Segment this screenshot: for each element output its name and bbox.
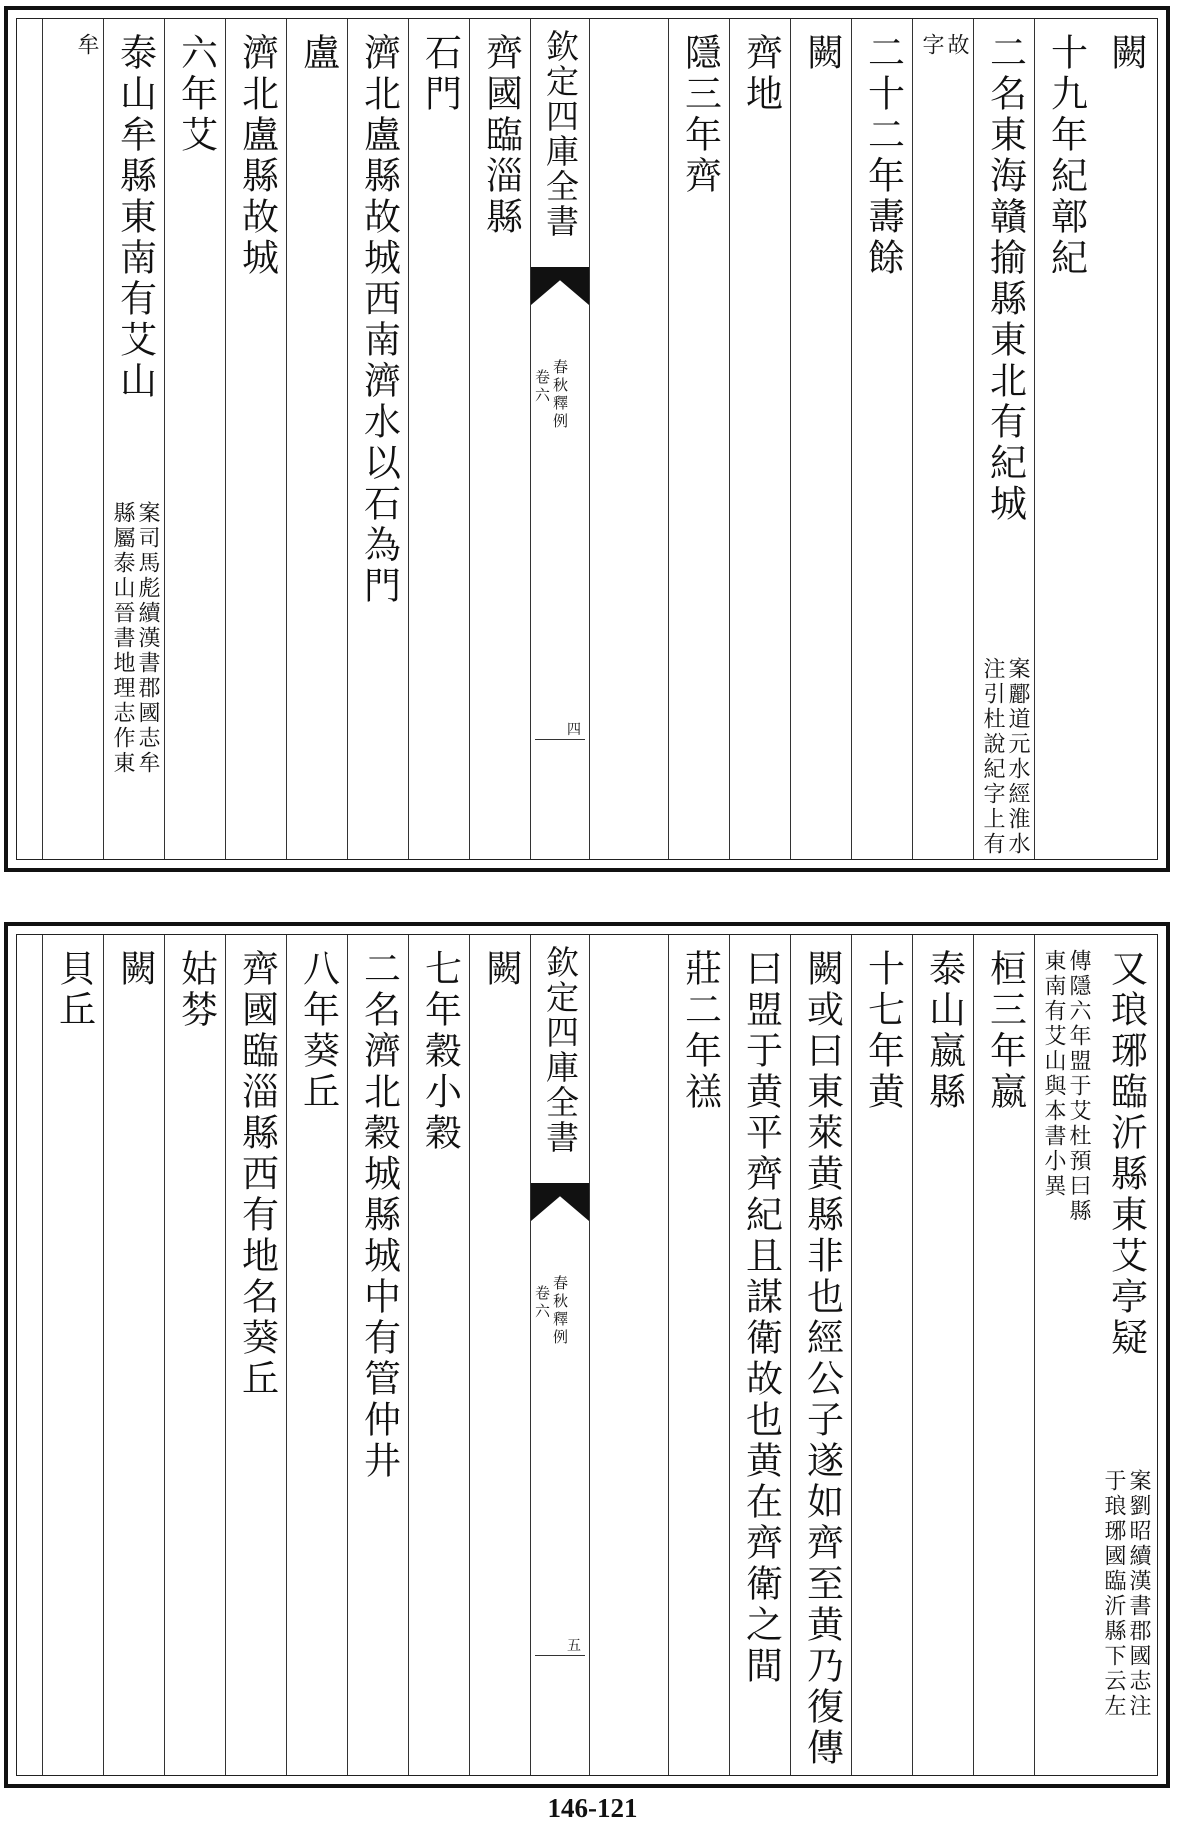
column-main-text: 齊國臨淄縣西有地名葵丘: [235, 949, 279, 1400]
folio-number: 五: [567, 1638, 581, 1654]
center-fold: [530, 935, 590, 1775]
text-column: [1095, 935, 1156, 1775]
text-column: [729, 19, 791, 859]
column-main-text: 闕: [113, 949, 157, 990]
text-column: [225, 935, 287, 1775]
fishtail-mark: [531, 1183, 589, 1221]
annotation-left: 縣屬泰山晉書地理志作東: [110, 501, 135, 776]
text-column: [973, 935, 1035, 1775]
book-series-title: 欽定四庫全書: [541, 29, 580, 239]
annotation-left: 字: [919, 33, 944, 58]
text-column: [408, 19, 470, 859]
annotation-right: 牟: [74, 33, 99, 58]
annotation-right: 故: [944, 33, 969, 58]
column-main-text: 泰山嬴縣: [922, 949, 966, 1113]
text-column: [851, 935, 913, 1775]
column-main-text: 齊國臨淄縣: [479, 33, 523, 238]
book-title: 春秋釋例: [551, 359, 569, 431]
column-main-text: 八年葵丘: [296, 949, 340, 1113]
volume-label: 卷六: [533, 369, 551, 405]
column-main-text: 曰盟于黄平齊紀且謀衛故也黄在齊衛之間: [739, 949, 783, 1687]
annotation-left: 于琅琊國臨沂縣下云左: [1101, 1469, 1126, 1719]
text-column: [164, 19, 226, 859]
column-main-text: 濟北盧縣故城: [235, 33, 279, 279]
page-frame: [16, 934, 1158, 1776]
book-series-title: 欽定四庫全書: [541, 945, 580, 1155]
text-column: [912, 19, 974, 859]
book-title: 春秋釋例: [551, 1275, 569, 1347]
text-column: [729, 935, 791, 1775]
volume-label: 卷六: [533, 1285, 551, 1321]
column-main-text: 石門: [418, 33, 462, 115]
text-column: [225, 19, 287, 859]
text-column: [790, 19, 852, 859]
text-column: [1095, 19, 1156, 859]
folio-rule: [535, 1655, 585, 1656]
text-column: [912, 935, 974, 1775]
text-column: [103, 19, 165, 859]
upper-page: [4, 6, 1170, 872]
text-column: [973, 19, 1035, 859]
page-frame: [16, 18, 1158, 860]
column-main-text: 闕: [1104, 33, 1148, 74]
text-column: [1034, 935, 1096, 1775]
fishtail-mark: [531, 267, 589, 305]
column-main-text: 十九年紀鄣紀: [1044, 33, 1088, 279]
column-main-text: 濟北盧縣故城西南濟水以石為門: [357, 33, 401, 607]
text-column: [164, 935, 226, 1775]
text-column: [408, 935, 470, 1775]
annotation-right: 案劉昭續漢書郡國志注: [1126, 1469, 1151, 1719]
column-main-text: 二十二年夀餘: [861, 33, 905, 279]
column-main-text: 齊地: [739, 33, 783, 115]
lower-page: [4, 922, 1170, 1788]
column-main-text: 盧: [296, 33, 340, 74]
column-main-text: 貝丘: [52, 949, 96, 1031]
column-main-text: 桓三年嬴: [983, 949, 1027, 1113]
text-column: [790, 935, 852, 1775]
column-main-text: 泰山牟縣東南有艾山: [113, 33, 157, 402]
folio-rule: [535, 739, 585, 740]
column-main-text: 二名濟北穀城縣城中有管仲井: [357, 949, 401, 1482]
text-column: [347, 935, 409, 1775]
text-column: [286, 935, 348, 1775]
column-main-text: 二名東海贛揄縣東北有紀城: [983, 33, 1027, 525]
column-main-text: 十七年黄: [861, 949, 905, 1113]
text-column: [42, 19, 104, 859]
annotation-left: 注引杜說紀字上有: [980, 657, 1005, 857]
text-column: [469, 935, 531, 1775]
column-main-text: 七年穀小穀: [418, 949, 462, 1154]
column-main-text: 隱三年齊: [678, 33, 722, 197]
text-column: [42, 935, 104, 1775]
text-column: [469, 19, 531, 859]
text-column: [286, 19, 348, 859]
text-column: [1034, 19, 1096, 859]
text-column: [668, 935, 730, 1775]
annotation-right: 案司馬彪續漢書郡國志牟: [135, 501, 160, 776]
column-main-text: 姑棼: [174, 949, 218, 1031]
annotation-right: 案酈道元水經淮水: [1005, 657, 1030, 857]
text-column: [851, 19, 913, 859]
column-main-text: 六年艾: [174, 33, 218, 156]
folio-number: 四: [567, 722, 581, 738]
annotation-right: 傳隱六年盟于艾杜預曰縣: [1066, 949, 1091, 1224]
text-column: [347, 19, 409, 859]
column-main-text: 闕: [800, 33, 844, 74]
footer-page-number: 146-121: [547, 1793, 638, 1823]
text-column: [668, 19, 730, 859]
text-column: [103, 935, 165, 1775]
column-main-text: 闕: [479, 949, 523, 990]
annotation-left: 東南有艾山與本書小異: [1041, 949, 1066, 1199]
column-main-text: 又琅琊臨沂縣東艾亭疑: [1104, 949, 1148, 1359]
column-main-text: 闕或曰東萊黄縣非也經公子遂如齊至黄乃復傳: [800, 949, 844, 1769]
center-fold: [530, 19, 590, 859]
column-main-text: 莊二年禚: [678, 949, 722, 1113]
